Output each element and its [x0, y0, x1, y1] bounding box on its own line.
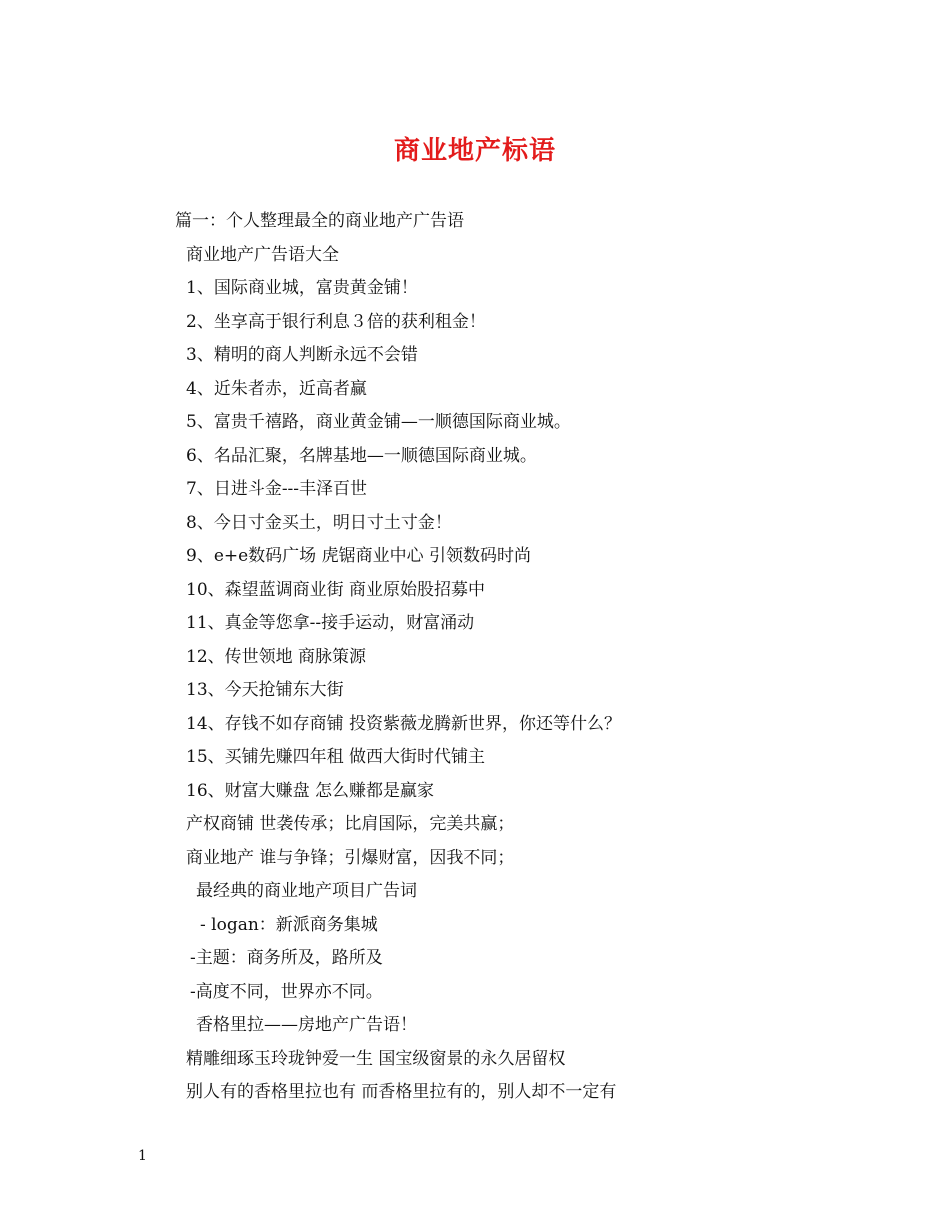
text-line: 11、真金等您拿--接手运动，财富涌动 [186, 613, 475, 633]
text-line: 13、今天抢铺东大街 [186, 680, 344, 700]
text-line: 9、e+e数码广场 虎锯商业中心 引领数码时尚 [186, 546, 531, 566]
text-line: -高度不同，世界亦不同。 [190, 981, 383, 1002]
text-line: 4、近朱者赤，近高者赢 [186, 378, 367, 399]
text-line: -主题：商务所及，路所及 [190, 948, 383, 968]
text-line: 12、传世领地 商脉策源 [186, 646, 367, 667]
text-line: 14、存钱不如存商铺 投资紫薇龙腾新世界，你还等什么？ [186, 713, 622, 734]
text-line: 7、日进斗金---丰泽百世 [186, 479, 368, 499]
text-line: 精雕细琢玉玲珑钟爱一生 国宝级窗景的永久居留权 [186, 1048, 566, 1069]
text-line: 最经典的商业地产项目广告词 [196, 881, 417, 901]
text-line: 5、富贵千禧路，商业黄金铺—一顺德国际商业城。 [186, 412, 571, 432]
text-line: 8、今日寸金买土，明日寸土寸金！ [186, 512, 452, 533]
text-line: 商业地产广告语大全 [186, 244, 339, 265]
text-line: 香格里拉——房地产广告语！ [196, 1015, 417, 1035]
text-line: 2、坐享高于银行利息３倍的获利租金！ [186, 311, 486, 332]
text-line: 6、名品汇聚，名牌基地—一顺德国际商业城。 [186, 445, 537, 466]
text-line: 16、财富大赚盘 怎么赚都是赢家 [186, 780, 435, 801]
text-line: 别人有的香格里拉也有 而香格里拉有的，别人却不一定有 [186, 1082, 617, 1102]
text-line: 产权商铺 世袭传承；比肩国际，完美共赢； [186, 814, 515, 834]
page-number: 1 [138, 1148, 147, 1164]
document-title: 商业地产标语 [393, 136, 556, 166]
text-line: 篇一：个人整理最全的商业地产广告语 [175, 211, 464, 231]
text-line: 3、精明的商人判断永远不会错 [186, 345, 418, 365]
text-line: 商业地产 谁与争锋；引爆财富，因我不同； [186, 847, 515, 868]
text-line: 1、国际商业城，富贵黄金铺！ [186, 278, 418, 298]
text-line: - logan：新派商务集城 [200, 914, 378, 935]
text-line: 10、森望蓝调商业街 商业原始股招募中 [186, 579, 486, 600]
text-line: 15、买铺先赚四年租 做西大街时代铺主 [186, 747, 486, 767]
